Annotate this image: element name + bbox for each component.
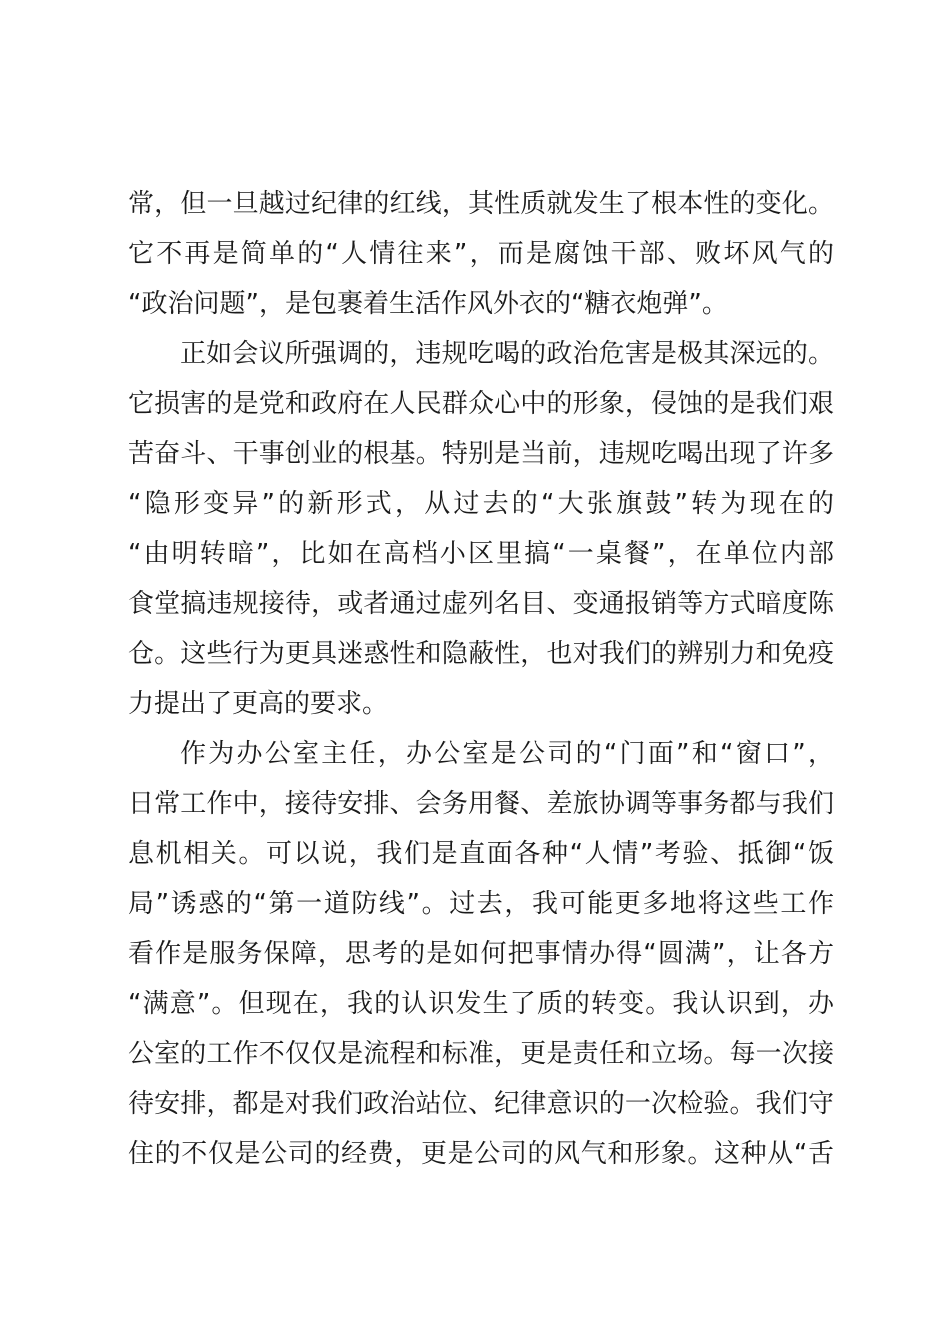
text-line: 食堂搞违规接待，或者通过虚列名目、变通报销等方式暗度陈 [128, 589, 834, 619]
text-line: 住的不仅是公司的经费，更是公司的风气和形象。这种从“舌 [128, 1139, 834, 1169]
text-line: 它损害的是党和政府在人民群众心中的形象，侵蚀的是我们艰 [128, 389, 834, 419]
text-line: “政治问题”，是包裹着生活作风外衣的“糖衣炮弹”。 [128, 289, 728, 319]
text-line: 它不再是简单的“人情往来”，而是腐蚀干部、败坏风气的 [128, 239, 834, 269]
text-line: 公室的工作不仅仅是流程和标准，更是责任和立场。每一次接 [128, 1039, 834, 1069]
text-line: 日常工作中，接待安排、会务用餐、差旅协调等事务都与我们 [128, 789, 834, 819]
text-line: 待安排，都是对我们政治站位、纪律意识的一次检验。我们守 [128, 1089, 834, 1119]
text-line: “满意”。但现在，我的认识发生了质的转变。我认识到，办 [128, 989, 834, 1019]
text-line: 常，但一旦越过纪律的红线，其性质就发生了根本性的变化。 [128, 189, 834, 219]
text-line: “隐形变异”的新形式，从过去的“大张旗鼓”转为现在的 [128, 489, 834, 519]
text-line: 仓。这些行为更具迷惑性和隐蔽性，也对我们的辨别力和免疫 [128, 639, 834, 669]
text-line: 苦奋斗、干事创业的根基。特别是当前，违规吃喝出现了许多 [128, 439, 834, 469]
text-line: 息机相关。可以说，我们是直面各种“人情”考验、抵御“饭 [128, 839, 834, 869]
text-line: 力提出了更高的要求。 [128, 689, 389, 719]
paragraph-first-line: 正如会议所强调的，违规吃喝的政治危害是极其深远的。 [180, 339, 834, 369]
text-line: 看作是服务保障，思考的是如何把事情办得“圆满”，让各方 [128, 939, 834, 969]
text-line: “由明转暗”，比如在高档小区里搞“一桌餐”，在单位内部 [128, 539, 834, 569]
text-line: 局”诱惑的“第一道防线”。过去，我可能更多地将这些工作 [128, 889, 834, 919]
paragraph-first-line: 作为办公室主任，办公室是公司的“门面”和“窗口”， [180, 739, 834, 769]
